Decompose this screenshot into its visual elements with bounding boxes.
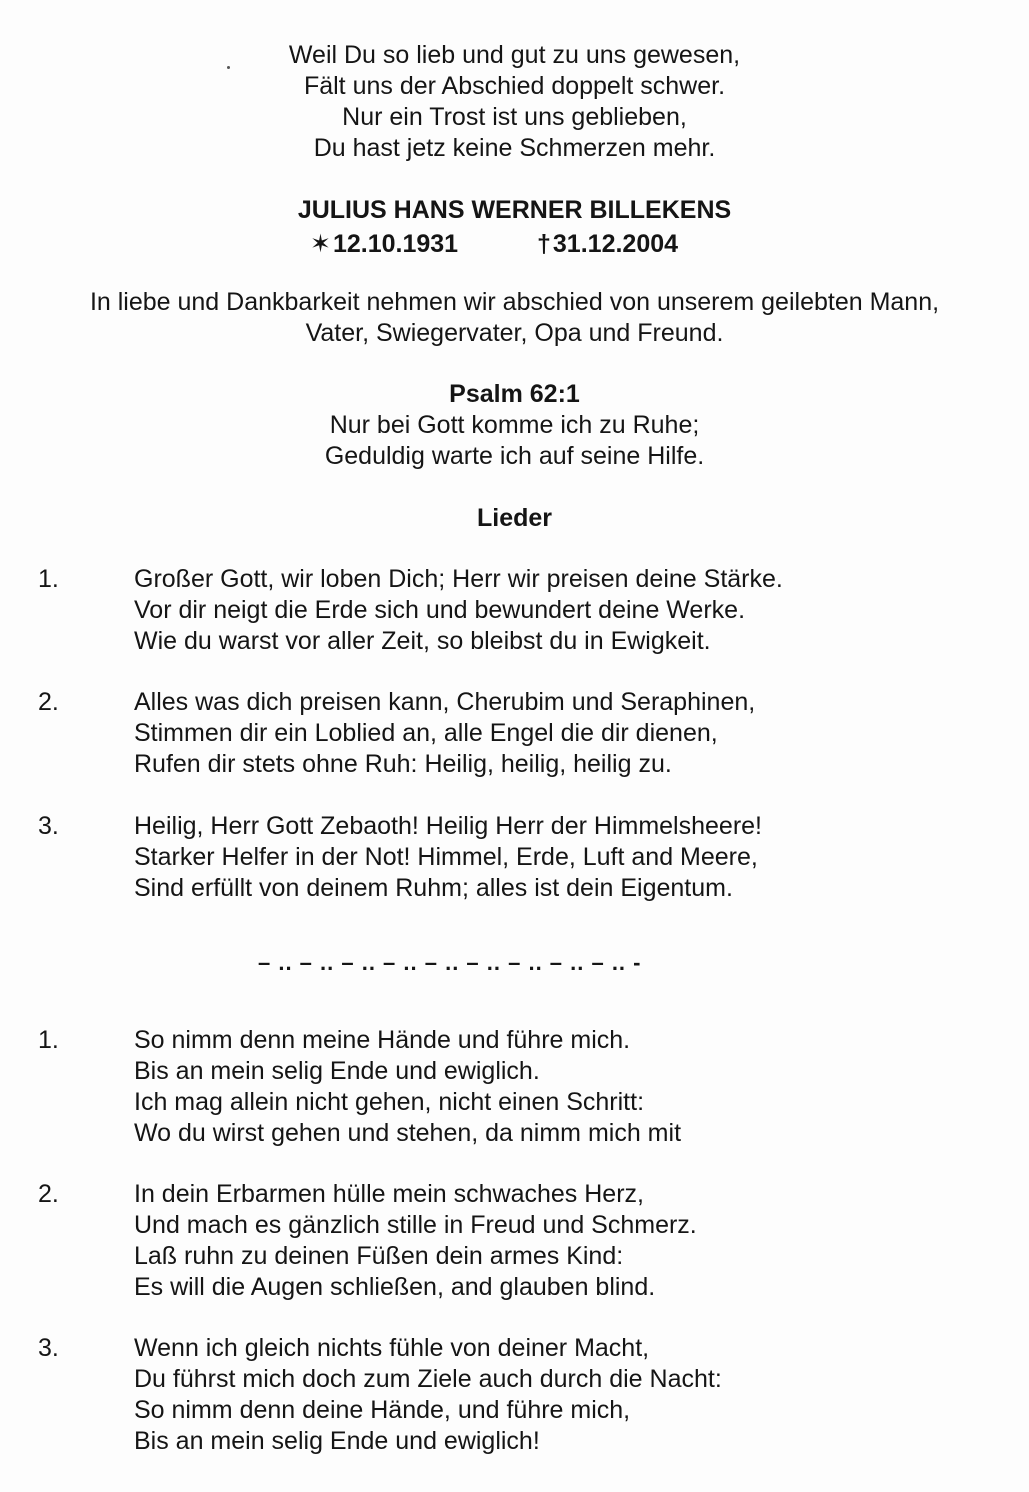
verse-line: Bis an mein selig Ende und ewiglich.	[134, 1057, 540, 1085]
verse-line: Starker Helfer in der Not! Himmel, Erde, Luft and Meere,	[134, 843, 758, 871]
dedication-line: Vater, Swiegervater, Opa und Freund.	[305, 319, 724, 347]
birth-date: 12.10.1931	[332, 230, 459, 258]
verse-line: Bis an mein selig Ende und ewiglich!	[134, 1427, 540, 1455]
section-divider: – .. – .. – .. – .. – .. – .. – .. – .. – .. -	[258, 950, 642, 975]
verse-number: 2.	[38, 1180, 59, 1208]
dedication-line: In liebe und Dankbarkeit nehmen wir abschied von unserem geilebten Mann,	[89, 288, 940, 316]
verse-number: 1.	[38, 1026, 59, 1054]
verse-line: Vor dir neigt die Erde sich und bewundert deine Werke.	[134, 596, 746, 624]
poem-line: Fält uns der Abschied doppelt schwer.	[303, 72, 726, 100]
psalm-line: Geduldig warte ich auf seine Hilfe.	[324, 442, 705, 470]
verse	[134, 1179, 697, 1303]
verse-number: 1.	[38, 565, 59, 593]
verse-number: 3.	[38, 812, 59, 840]
verse-line: So nimm denn meine Hände und führe mich.	[134, 1026, 631, 1054]
death-cross-icon: †	[537, 230, 551, 258]
poem-line: Nur ein Trost ist uns geblieben,	[342, 103, 687, 131]
verse-line: Wo du wirst gehen und stehen, da nimm mich mit	[134, 1119, 682, 1147]
birth-star-icon: ✶	[310, 230, 331, 258]
verse-line: Stimmen dir ein Loblied an, alle Engel die dir dienen,	[134, 719, 718, 747]
psalm-heading: Psalm 62:1	[449, 380, 580, 408]
verse-line: Sind erfüllt von deinem Ruhm; alles ist dein Eigentum.	[134, 874, 733, 902]
verse-line: So nimm denn deine Hände, und führe mich,	[134, 1396, 631, 1424]
verse-line: Ich mag allein nicht gehen, nicht einen Schritt:	[134, 1088, 645, 1116]
verse-number: 2.	[38, 688, 59, 716]
verse-line: Laß ruhn zu deinen Füßen dein armes Kind:	[134, 1242, 624, 1270]
verse	[134, 564, 783, 657]
verse-line: In dein Erbarmen hülle mein schwaches Herz,	[134, 1180, 644, 1208]
verse	[134, 1025, 681, 1149]
verse-line: Alles was dich preisen kann, Cherubim und Seraphinen,	[134, 688, 756, 716]
poem-line: Du hast jetz keine Schmerzen mehr.	[313, 134, 716, 162]
death-date-group	[537, 229, 678, 260]
psalm-line: Nur bei Gott komme ich zu Ruhe;	[329, 411, 700, 439]
verse	[134, 687, 755, 780]
verse-line: Wie du warst vor aller Zeit, so bleibst du in Ewigkeit.	[134, 627, 711, 655]
verse	[134, 811, 762, 904]
verse-line: Wenn ich gleich nichts fühle von deiner Macht,	[134, 1334, 650, 1362]
poem-line: Weil Du so lieb und gut zu uns gewesen,	[288, 41, 741, 69]
verse	[134, 1333, 722, 1457]
deceased-name: JULIUS HANS WERNER BILLEKENS	[297, 196, 732, 224]
verse-line: Heilig, Herr Gott Zebaoth! Heilig Herr der Himmelsheere!	[134, 812, 762, 840]
verse-line: Rufen dir stets ohne Ruh: Heilig, heilig, heilig zu.	[134, 750, 672, 778]
verse-line: Es will die Augen schließen, and glauben blind.	[134, 1273, 656, 1301]
verse-line: Großer Gott, wir loben Dich; Herr wir preisen deine Stärke.	[134, 565, 783, 593]
birth-date-group	[310, 229, 458, 260]
verse-number: 3.	[38, 1334, 59, 1362]
songs-heading: Lieder	[476, 504, 553, 532]
verse-line: Du führst mich doch zum Ziele auch durch die Nacht:	[134, 1365, 722, 1393]
death-date: 31.12.2004	[552, 230, 679, 258]
verse-line: Und mach es gänzlich stille in Freud und Schmerz.	[134, 1211, 697, 1239]
